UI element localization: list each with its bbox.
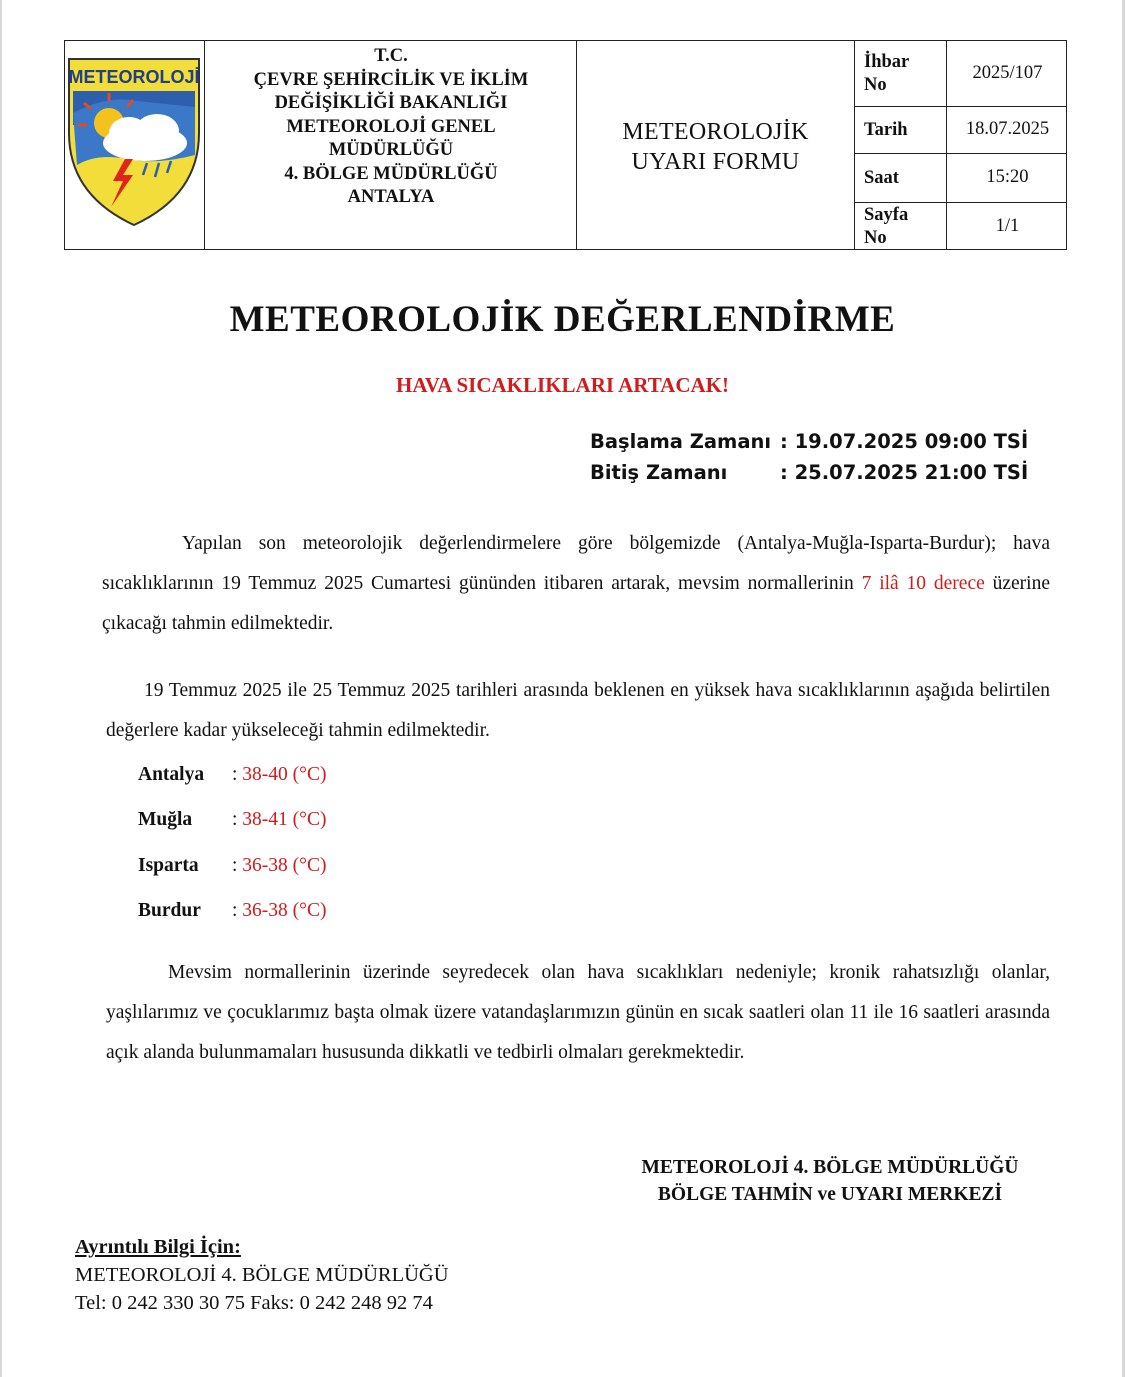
org-line: METEOROLOJİ GENEL	[286, 116, 496, 137]
highlight-deviation: 7 ilâ 10 derece	[861, 573, 985, 594]
city-temperature: : 36-38 (°C)	[232, 900, 327, 921]
contact-org: METEOROLOJİ 4. BÖLGE MÜDÜRLÜĞÜ	[75, 1264, 449, 1286]
city-name: Burdur	[138, 900, 201, 921]
tarih-value: 18.07.2025	[965, 119, 1050, 139]
org-line: MÜDÜRLÜĞÜ	[328, 140, 454, 160]
page-edge-left	[0, 0, 2, 1377]
saat-value: 15:20	[986, 167, 1029, 187]
city-temperature: : 38-41 (°C)	[232, 809, 327, 830]
signature-block	[560, 1154, 1100, 1208]
org-line: ÇEVRE ŞEHİRCİLİK VE İKLİM	[253, 69, 529, 90]
end-time-value: : 25.07.2025 21:00 TSİ	[780, 461, 1029, 484]
sayfa-no-value: 1/1	[995, 216, 1020, 236]
contact-phones: Tel: 0 242 330 30 75 Faks: 0 242 248 92 74	[75, 1292, 433, 1314]
signature-line: METEOROLOJİ 4. BÖLGE MÜDÜRLÜĞÜ	[641, 1157, 1019, 1178]
org-line: DEĞİŞİKLİĞİ BAKANLIĞI	[274, 93, 508, 113]
ihbar-no-value: 2025/107	[972, 63, 1043, 83]
paragraph-advisory: Mevsim normallerinin üzerinde seyredecek olan hava sıcaklıkları nedeniyle; kronik rahatsızlığı olanlar, yaşlılarımız ve çocuklarımız başta olmak üzere vatandaşlarımızın günün en sıcak saatleri olan 11 ile 16 saatleri arasında açık alanda bulunmamaları hususunda dikkatli ve tedbirli olmaları gerekmektedir.	[106, 962, 1050, 1063]
city-name: Muğla	[138, 809, 193, 830]
ihbar-no-label: İhbar No	[864, 52, 910, 95]
organization-name	[206, 45, 576, 210]
end-time	[590, 461, 1028, 484]
start-time	[590, 430, 1028, 453]
saat-label: Saat	[864, 168, 899, 188]
city-temperature: : 38-40 (°C)	[232, 764, 327, 785]
org-line: T.C.	[374, 46, 408, 66]
start-time-value: : 19.07.2025 09:00 TSİ	[780, 430, 1029, 453]
contact-heading: Ayrıntılı Bilgi İçin:	[75, 1236, 241, 1258]
end-time-label: Bitiş Zamanı	[590, 461, 728, 484]
signature-line: BÖLGE TAHMİN ve UYARI MERKEZİ	[657, 1184, 1003, 1205]
org-line: ANTALYA	[347, 187, 435, 207]
alert-headline: HAVA SICAKLIKLARI ARTACAK!	[395, 373, 729, 397]
tarih-label: Tarih	[864, 120, 908, 140]
form-title: METEOROLOJİK UYARI FORMU	[622, 119, 809, 175]
org-line: 4. BÖLGE MÜDÜRLÜĞÜ	[284, 163, 498, 184]
start-time-label: Başlama Zamanı	[590, 430, 772, 453]
city-name: Antalya	[138, 764, 205, 785]
city-temperature: : 36-38 (°C)	[232, 855, 327, 876]
page-title: METEOROLOJİK DEĞERLENDİRME	[229, 299, 896, 340]
paragraph-forecast: Yapılan son meteorolojik değerlendirmelere göre bölgemizde (Antalya-Muğla-Isparta-Burdur); hava sıcaklıklarının 19 Temmuz 2025 Cumartesi gününden itibaren artarak, mevsim normallerinin 7 ilâ 10 derece üzerine çıkacağı tahmin edilmektedir.	[102, 533, 1050, 634]
city-name: Isparta	[138, 855, 199, 876]
paragraph-max-temperatures: 19 Temmuz 2025 ile 25 Temmuz 2025 tarihleri arasında beklenen en yüksek hava sıcaklıklarının aşağıda belirtilen değerlere kadar yükseleceği tahmin edilmektedir.	[106, 680, 1050, 741]
contact-info	[75, 1233, 449, 1317]
sayfa-no-label: Sayfa No	[864, 205, 909, 248]
logo-text: METEOROLOJİ	[68, 67, 200, 87]
meteoroloji-logo	[67, 55, 201, 227]
header-table	[64, 40, 1067, 250]
